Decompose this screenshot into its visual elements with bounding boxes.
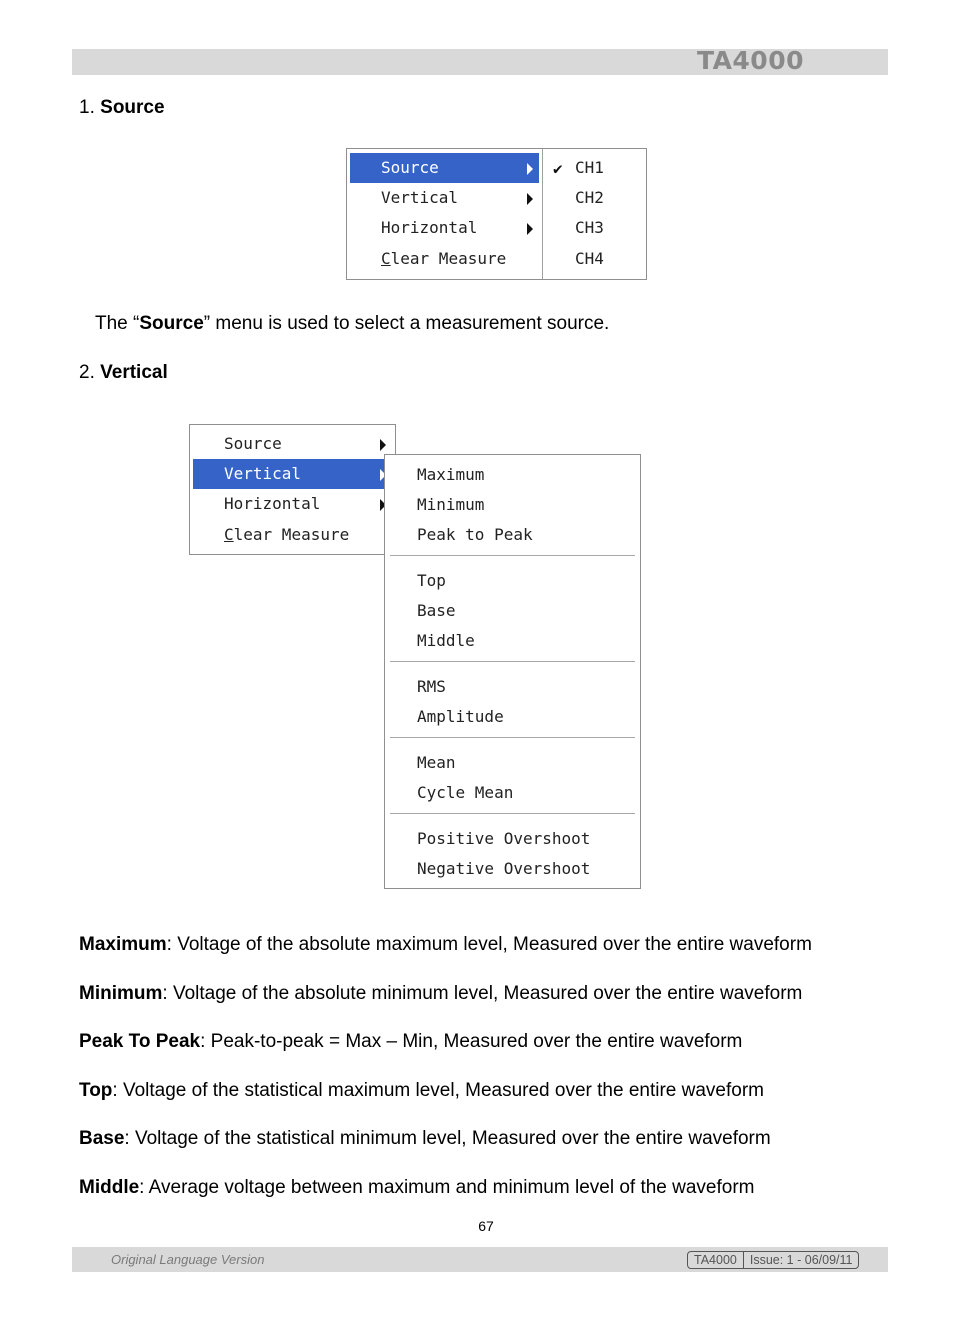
- footer-issue: Issue: 1 - 06/09/11: [749, 1253, 853, 1267]
- menu-separator: [390, 737, 635, 739]
- header-title: TA4000: [696, 46, 804, 75]
- submenu-item-base[interactable]: Base: [417, 601, 456, 620]
- submenu-arrow-icon: [527, 193, 533, 205]
- submenu-arrow-icon: [527, 223, 533, 235]
- context-menu: [347, 149, 543, 279]
- menu-item-vertical[interactable]: Vertical: [350, 183, 539, 213]
- submenu-item-ch1[interactable]: ✔ CH1: [543, 153, 646, 183]
- section-number: 2.: [79, 362, 95, 383]
- submenu-item-maximum[interactable]: Maximum: [417, 465, 485, 484]
- menu-separator: [390, 555, 635, 557]
- submenu-item-ch4[interactable]: CH4: [575, 249, 604, 268]
- definition-maximum: Maximum: Voltage of the absolute maximum level, Measured over the entire waveform: [79, 934, 812, 955]
- submenu-item-mean[interactable]: Mean: [417, 753, 456, 772]
- definition-middle: Middle: Average voltage between maximum and minimum level of the waveform: [79, 1177, 755, 1198]
- submenu-arrow-icon: [527, 163, 533, 175]
- submenu-item-negative-overshoot[interactable]: Negative Overshoot: [417, 859, 591, 878]
- submenu-item-positive-overshoot[interactable]: Positive Overshoot: [417, 829, 591, 848]
- section-title: Source: [100, 97, 165, 118]
- menu-item-horizontal[interactable]: Horizontal: [350, 213, 539, 243]
- submenu-item-ch2[interactable]: CH2: [575, 188, 604, 207]
- menu-item-source[interactable]: Source: [350, 153, 539, 183]
- footer-model: TA4000: [694, 1253, 737, 1267]
- submenu-arrow-icon: [380, 439, 386, 451]
- menu-item-vertical[interactable]: Vertical: [193, 459, 392, 489]
- measurement-submenu: [384, 454, 641, 889]
- section-title: Vertical: [100, 362, 168, 383]
- source-description: The “Source” menu is used to select a measurement source.: [95, 313, 610, 334]
- section-number: 1.: [79, 97, 95, 118]
- source-menu-screenshot: [346, 148, 647, 280]
- footer-issue-box: [687, 1251, 859, 1269]
- menu-item-clear-measure[interactable]: Clear Measure: [381, 249, 507, 268]
- submenu-item-ch3[interactable]: CH3: [575, 218, 604, 237]
- submenu-item-rms[interactable]: RMS: [417, 677, 446, 696]
- submenu-item-cycle-mean[interactable]: Cycle Mean: [417, 783, 514, 802]
- channel-submenu: [543, 149, 646, 279]
- definition-base: Base: Voltage of the statistical minimum level, Measured over the entire waveform: [79, 1128, 771, 1149]
- section-heading-source: [79, 97, 165, 119]
- menu-separator: [390, 661, 635, 663]
- page-number: 67: [478, 1218, 494, 1234]
- menu-item-horizontal[interactable]: Horizontal: [193, 489, 392, 519]
- submenu-item-amplitude[interactable]: Amplitude: [417, 707, 504, 726]
- submenu-item-middle[interactable]: Middle: [417, 631, 475, 650]
- footer-version-label: Original Language Version: [111, 1252, 265, 1267]
- submenu-item-peak-to-peak[interactable]: Peak to Peak: [417, 525, 533, 544]
- definition-peak-to-peak: Peak To Peak: Peak-to-peak = Max – Min, Measured over the entire waveform: [79, 1031, 743, 1052]
- definition-top: Top: Voltage of the statistical maximum level, Measured over the entire waveform: [79, 1080, 764, 1101]
- context-menu: [189, 424, 396, 555]
- checkmark-icon: ✔: [553, 159, 563, 178]
- submenu-item-minimum[interactable]: Minimum: [417, 495, 485, 514]
- menu-item-source[interactable]: Source: [193, 429, 392, 459]
- menu-separator: [390, 813, 635, 815]
- menu-item-clear-measure[interactable]: Clear Measure: [224, 525, 350, 544]
- submenu-item-top[interactable]: Top: [417, 571, 446, 590]
- section-heading-vertical: [79, 362, 168, 384]
- definition-minimum: Minimum: Voltage of the absolute minimum level, Measured over the entire waveform: [79, 983, 803, 1004]
